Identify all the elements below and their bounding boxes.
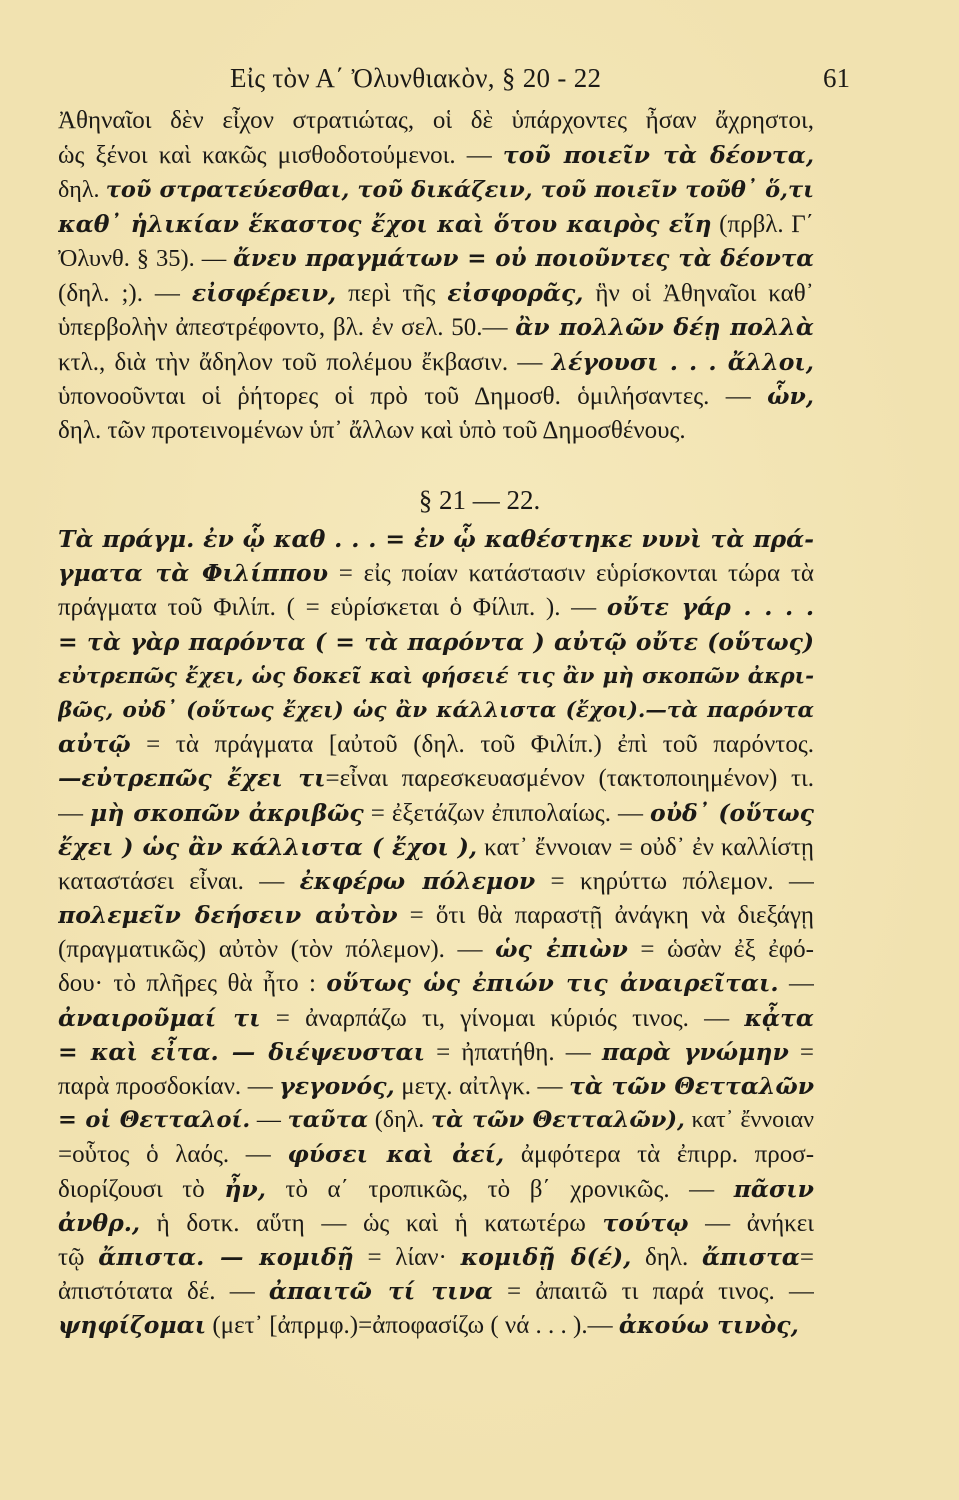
- text-line: [58, 932, 814, 966]
- gloss-text: = ἐξετάζων ἐπιπολαίως. —: [363, 799, 651, 827]
- gloss-text: = ὅτι θὰ παραστῇ ἀνάγκη νὰ διεξάγῃ: [397, 902, 814, 930]
- gloss-text: μετχ. αἰτλγκ. —: [394, 1073, 570, 1100]
- gloss-text: =: [788, 1038, 814, 1066]
- lemma-term: = καὶ εἶτα. — διέψευσται: [58, 1037, 425, 1066]
- running-header: [60, 58, 850, 98]
- lemma-term: ἄνευ πραγμάτων = οὐ ποιοῦντες τὰ δέοντα: [233, 244, 814, 272]
- lemma-term: γματα τὰ Φιλίππου: [58, 559, 329, 588]
- gloss-text: δου· τὸ πλῆρες θὰ ἦτο :: [58, 970, 327, 998]
- lemma-term: αὐτῷ: [58, 730, 131, 759]
- text-line: [58, 898, 814, 932]
- lemma-term: λέγουσι . . . ἄλλοι,: [551, 347, 814, 376]
- text-line: [58, 1240, 814, 1274]
- lemma-term: οὐδ᾿ (οὕτως: [650, 798, 814, 827]
- text-line: [58, 625, 814, 659]
- lemma-term: εἰσφορᾶς,: [447, 278, 584, 307]
- section-heading: § 21 — 22.: [418, 485, 541, 515]
- gloss-text: (δηλ. ;). —: [58, 279, 192, 307]
- lemma-term: τὰ τῶν Θετταλῶν),: [431, 1107, 685, 1134]
- text-line: [58, 761, 814, 795]
- lemma-term: εἰσφέρειν,: [191, 278, 337, 307]
- lemma-term: τοῦ στρατεύεσθαι, τοῦ δικάζειν, τοῦ ποιεῖν τοῦθ᾿ ὅ,τι: [105, 176, 814, 203]
- gloss-text: τῷ: [58, 1243, 99, 1271]
- gloss-text: ὑπερβολὴν ἀπεστρέφοντο, βλ. ἐν σελ. 50.—: [58, 314, 516, 342]
- text-line: [58, 1308, 814, 1342]
- text-line: [58, 242, 814, 276]
- gloss-text: = ἀναρπάζω τι, γίνομαι κύριός τινος. —: [260, 1004, 745, 1032]
- gloss-text: ἀπιστότατα δέ. —: [58, 1278, 269, 1306]
- text-line: [58, 1001, 814, 1035]
- gloss-text: δηλ.: [631, 1243, 702, 1271]
- lemma-term: πᾶσιν: [733, 1174, 814, 1203]
- text-line: [58, 310, 814, 344]
- gloss-text: παρὰ προσδοκίαν. —: [58, 1073, 280, 1100]
- lemma-term: = οἱ Θετταλοί.: [58, 1107, 251, 1134]
- lemma-term: μὴ σκοπῶν ἀκριβῶς: [90, 798, 364, 827]
- gloss-text: (δηλ.: [368, 1107, 431, 1134]
- lemma-term: κομιδῇ δ(έ),: [460, 1242, 632, 1271]
- gloss-text: δηλ. τῶν προτεινομένων ὑπ᾿ ἄλλων καὶ ὑπὸ τοῦ Δημοσθένους.: [58, 416, 686, 444]
- text-line: [58, 1206, 814, 1240]
- gloss-text: κατ᾿ ἔννοιαν: [684, 1107, 814, 1134]
- gloss-text: (πραγματικῶς) αὐτὸν (τὸν πόλεμον). —: [58, 936, 496, 964]
- page-number: 61: [823, 63, 850, 93]
- gloss-text: Ὀλυνθ. § 35). —: [58, 244, 234, 272]
- gloss-text: —: [58, 799, 91, 827]
- lemma-term: ἦν,: [224, 1174, 266, 1203]
- gloss-text: (μετ᾿ [ἀπρμφ.)=ἀποφασίζω ( νά . . . ).—: [206, 1312, 619, 1340]
- gloss-text: = εἰς ποίαν κατάστασιν εὑρίσκονται τώρα τὰ: [328, 560, 814, 588]
- lemma-term: εὐτρεπῶς ἔχει, ὡς δοκεῖ καὶ φήσειέ τις ἂν μὴ σκοπῶν ἀκρι-: [58, 663, 814, 689]
- text-line: [58, 556, 814, 590]
- gloss-text: κατ᾿ ἔννοιαν = οὐδ᾿ ἐν καλλίστῃ: [477, 833, 814, 861]
- gloss-text: = λίαν·: [353, 1243, 461, 1271]
- gloss-text: —: [778, 970, 814, 998]
- text-line: [58, 1035, 814, 1069]
- lemma-term: ἀπαιτῶ τί τινα: [268, 1277, 493, 1306]
- lemma-term: ἂν πολλῶν δέῃ πολλὰ: [515, 313, 814, 342]
- lemma-term: ἀναιροῦμαί τι: [58, 1003, 261, 1032]
- gloss-text: (πρβλ. Γ΄: [711, 211, 814, 239]
- gloss-text: καταστάσει εἶναι. —: [58, 867, 300, 895]
- lemma-term: τοῦ ποιεῖν τὰ δέοντα,: [502, 141, 814, 170]
- gloss-text: = ὡσὰν ἐξ ἐφό-: [627, 936, 814, 964]
- gloss-text: = κηρύττω πόλεμον. —: [535, 867, 814, 895]
- text-line: [58, 1274, 814, 1308]
- lemma-term: —εὐτρεπῶς ἔχει τι: [58, 764, 326, 793]
- gloss-text: τὸ α΄ τροπικῶς, τὸ β΄ χρονικῶς. —: [265, 1175, 734, 1203]
- gloss-text: = ἀπαιτῶ τι παρά τινος. —: [492, 1278, 814, 1306]
- text-line: [58, 727, 814, 761]
- text-line: [58, 276, 814, 310]
- text-line: [58, 590, 814, 624]
- lemma-term: γεγονός,: [279, 1072, 395, 1100]
- text-line: [58, 173, 814, 207]
- text-line: [58, 966, 814, 1000]
- gloss-text: Ἀθηναῖοι δὲν εἶχον στρατιώτας, οἱ δὲ ὑπάρχοντες ἦσαν ἄχρηστοι,: [58, 107, 814, 134]
- gloss-text: διορίζουσι τὸ: [58, 1175, 225, 1203]
- lemma-term: οὕτως ὡς ἐπιών τις ἀναιρεῖται.: [326, 969, 779, 998]
- text-line: [58, 830, 814, 864]
- text-line: [58, 864, 814, 898]
- text-line: [58, 414, 814, 448]
- lemma-term: κᾆτα: [744, 1003, 814, 1032]
- lemma-term: ἄπιστα: [701, 1242, 800, 1271]
- text-line: [58, 207, 814, 241]
- lemma-term: τὰ τῶν Θετταλῶν: [569, 1072, 814, 1100]
- text-line: [58, 104, 814, 138]
- gloss-text: δηλ.: [58, 176, 106, 203]
- text-line: [58, 1069, 814, 1103]
- gloss-text: ὑπονοοῦνται οἱ ῥήτορες οἱ πρὸ τοῦ Δημοσθ. ὁμιλήσαντες. —: [58, 383, 768, 411]
- text-line: [58, 138, 814, 172]
- gloss-text: ἣν οἱ Ἀθηναῖοι καθ᾿: [583, 279, 814, 307]
- lemma-term: ταῦτα: [287, 1107, 369, 1134]
- lemma-term: πολεμεῖν δεήσειν αὐτὸν: [58, 901, 398, 930]
- commentary-block-2: [58, 522, 814, 1343]
- text-line: [58, 345, 814, 379]
- text-line: [58, 693, 814, 727]
- lemma-term: βῶς, οὐδ᾿ (οὕτως ἔχει) ὡς ἂν κάλλιστα (ἔχοι).—τὰ παρόντα: [58, 697, 814, 723]
- gloss-text: κτλ., διὰ τὴν ἄδηλον τοῦ πολέμου ἔκβασιν. —: [58, 348, 552, 376]
- text-line: [58, 522, 814, 556]
- lemma-term: ἔχει ) ὡς ἂν κάλλιστα ( ἔχοι ),: [58, 832, 478, 861]
- lemma-term: ψηφίζομαι: [58, 1311, 207, 1340]
- gloss-text: =οὗτος ὁ λαός. —: [58, 1141, 288, 1169]
- gloss-text: περὶ τῆς: [336, 279, 448, 307]
- lemma-term: ἀνθρ.,: [58, 1208, 141, 1237]
- gloss-text: =εἶναι παρεσκευασμένον (τακτοποιημένον) τι.: [325, 765, 814, 793]
- lemma-term: = τὰ γὰρ παρόντα ( = τὰ παρόντα ) αὐτῷ οὔτε (οὕτως): [58, 627, 814, 656]
- lemma-term: φύσει καὶ ἀεί,: [287, 1140, 505, 1169]
- gloss-text: = ἠπατήθη. —: [424, 1038, 602, 1066]
- gloss-text: — ἀνήκει: [688, 1209, 814, 1237]
- lemma-term: καθ᾿ ἡλικίαν ἕκαστος ἔχοι καὶ ὅτου καιρὸς εἴη: [58, 210, 712, 239]
- commentary-block-1: [58, 104, 814, 448]
- text-line: [58, 1103, 814, 1137]
- lemma-term: ἄπιστα. — κομιδῇ: [98, 1242, 354, 1271]
- gloss-text: = τὰ πράγματα [αὐτοῦ (δηλ. τοῦ Φιλίπ.) ἐπὶ τοῦ παρόντος.: [130, 731, 814, 759]
- lemma-term: ὧν,: [767, 382, 814, 411]
- text-line: [58, 1137, 814, 1171]
- lemma-term: ἐκφέρω πόλεμον: [299, 866, 536, 895]
- text-line: [58, 1172, 814, 1206]
- gloss-text: =: [799, 1243, 814, 1271]
- text-line: [58, 379, 814, 413]
- lemma-term: Τὰ πράγμ. ἐν ᾧ καθ . . . = ἐν ᾧ καθέστηκε νυνὶ τὰ πρά-: [58, 525, 814, 553]
- lemma-term: ὡς ἐπιὼν: [495, 935, 628, 964]
- running-title: Εἰς τὸν Α΄ Ὀλυνθιακὸν, § 20 - 22: [230, 63, 602, 93]
- gloss-text: —: [250, 1107, 288, 1134]
- gloss-text: ἀμφότερα τὰ ἐπιρρ. προσ-: [504, 1141, 814, 1169]
- gloss-text: ὡς ξένοι καὶ κακῶς μισθοδοτούμενοι. —: [58, 142, 503, 170]
- gloss-text: πράγματα τοῦ Φιλίπ. ( = εὑρίσκεται ὁ Φίλιπ. ). —: [58, 594, 607, 622]
- lemma-term: παρὰ γνώμην: [601, 1037, 789, 1066]
- lemma-term: οὔτε γάρ . . . .: [606, 593, 814, 622]
- lemma-term: ἀκούω τινὸς,: [618, 1311, 799, 1340]
- lemma-term: τούτῳ: [602, 1208, 689, 1237]
- text-line: [58, 796, 814, 830]
- text-line: [58, 659, 814, 693]
- gloss-text: ἡ δοτκ. αὕτη — ὡς καὶ ἡ κατωτέρω: [140, 1209, 603, 1237]
